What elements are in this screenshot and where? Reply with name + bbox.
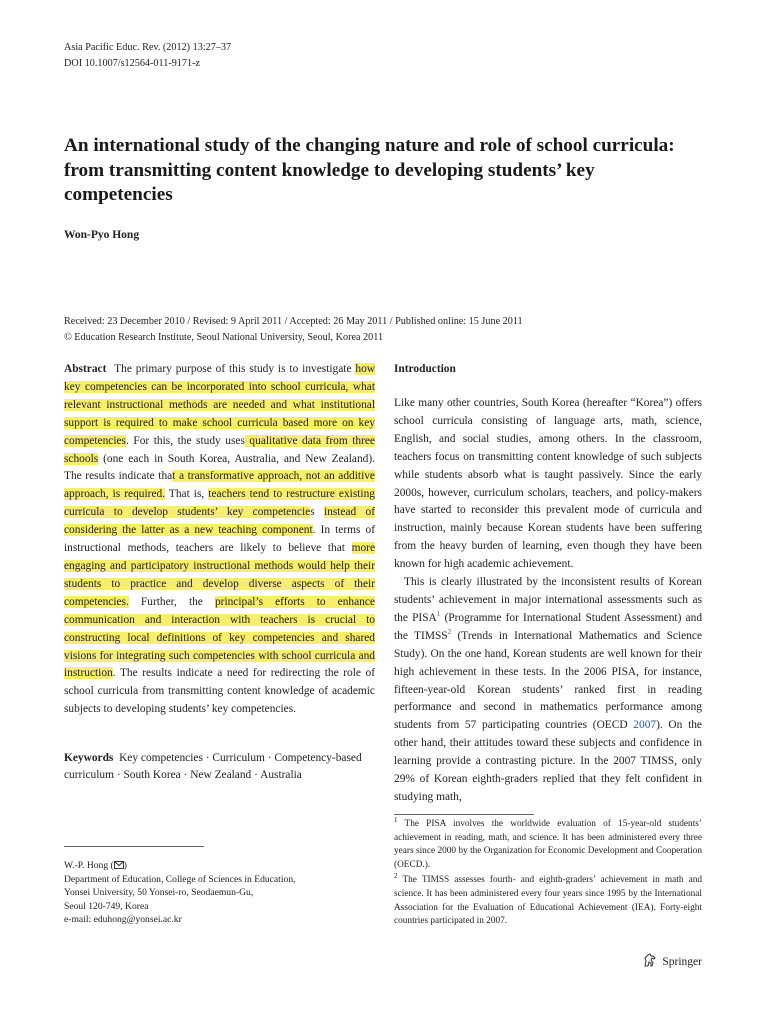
footnote-ref-1[interactable]: 1 [436, 610, 441, 619]
envelope-icon [114, 860, 124, 871]
publisher-logo [642, 952, 702, 971]
history-dates: Received: 23 December 2010 / Revised: 9 April 2011 / Accepted: 26 May 2011 / Published online: 15 June 2011 [64, 316, 523, 327]
abstract-label: Abstract [64, 363, 107, 375]
intro-paragraph-1: Like many other countries, South Korea (hereafter “Korea”) offers school curricula consisting of language arts, math, science, English, and social studies, among others. In the classroom, teachers focus on transmitting content knowledge of such subjects while students absorb what is taught passively. Since the early 2000s, however, curriculum scholars, teachers, and policy-makers have started to reconsider this prevalent mode of curricula and instruction, mainly because Korean students have been suffering from the heavy burden of learning, even though they have been known for high academic achievement. [394, 397, 702, 571]
keywords-label: Keywords [64, 752, 114, 764]
address-line-2: Yonsei University, 50 Yonsei-ro, Seodaemun-Gu, [64, 887, 254, 898]
footnote-divider-right [394, 814, 534, 815]
abstract-text: . The results indicate a need for redirecting the role of school curricula from transmitting content knowledge of academic subjects to developing students’ key competencies. [64, 667, 375, 716]
highlighted-text: more engaging and participatory instructional methods would help their students to practice and develop diverse aspects of their competencies. [64, 542, 375, 608]
author-address [64, 859, 375, 927]
abstract-text: (one each in South Korea, Australia, and New Zealand). The results indicate tha [64, 452, 375, 483]
doi: DOI 10.1007/s12564-011-9171-z [64, 57, 201, 69]
abstract-text: Further, the [128, 595, 215, 608]
highlighted-text: t a transformative approach, not an additive approach, is required. [64, 470, 375, 501]
abstract-text: . For this, the study uses [126, 434, 245, 447]
highlighted-text: teachers tend to restructure existing curricula to develop students’ key competencie [64, 488, 375, 519]
footnote-2: $^2$ The TIMSS assesses fourth- and eighth-graders’ achievement in math and science. It has been administered every four years since 1995 by the International Association for the Evaluation of Educational Achievement (IEA). Forty-eight countries participated in 2007. [394, 872, 702, 927]
springer-horse-icon [642, 952, 658, 971]
footnote-ref-2[interactable]: 2 [447, 627, 452, 636]
address-line-3: Seoul 120-749, Korea [64, 900, 149, 912]
article-title: An international study of the changing nature and role of school curricula: from transmitting content knowledge to developing students’ key competencies [64, 135, 675, 205]
abstract-text: The primary purpose of this study is to investigate [114, 363, 356, 375]
footnotes [394, 815, 702, 931]
correspondence-name: W.-P. Hong ( ) [64, 860, 127, 871]
address-line-1: Department of Education, College of Sciences in Education, [64, 873, 296, 885]
highlighted-text: how key competencies can be incorporated into school curricula, what relevant instructional methods are needed and what institutional support is required to make school curricula based more on key competencies [64, 363, 376, 447]
author-name: Won-Pyo Hong [64, 229, 140, 241]
publisher-name: Springer [662, 955, 702, 968]
article-dates [64, 314, 523, 345]
journal-citation: Asia Pacific Educ. Rev. (2012) 13:27–37 [64, 42, 232, 53]
abstract-text: s [310, 506, 324, 519]
keywords-list: Key competencies · Curriculum · Competency-based curriculum · South Korea · New Zealand · Australia [64, 752, 362, 781]
footnote-1: $^1$ The PISA involves the worldwide evaluation of 15-year-old students’ achievement in reading, math, and science. It has been administered every three years since 2000 by the Organization for Economic Development and Cooperation (OECD.). [394, 815, 702, 870]
footnote-divider-left [64, 846, 204, 847]
copyright: © Education Research Institute, Seoul National University, Seoul, Korea 2011 [64, 331, 384, 343]
abstract-paragraph [64, 361, 375, 719]
introduction-heading: Introduction [394, 363, 456, 375]
journal-header [64, 40, 231, 71]
highlighted-text: qualitative data from three schools [64, 434, 375, 465]
highlighted-text: instead of considering the latter as a new teaching component [64, 506, 376, 537]
highlighted-text: principal’s efforts to enhance communication and interaction with teachers is crucial to constructing local definitions of key competencies and shared visions for integrating such competencies with school curricula and instruction [64, 595, 375, 680]
address-email[interactable]: e-mail: eduhong@yonsei.ac.kr [64, 914, 182, 925]
intro-paragraph-2: This is clearly illustrated by the inconsistent results of Korean students’ achievement in major international assessments such as the PISA$^1$ (Programme for International Student Assessment) and the TIMSS$^2$ (Trends in International Mathematics and Science Study). On the one hand, Korean students are well known for their high achievement in these tests. In the 2006 PISA, for instance, fifteen-year-old Korean students’ ranked first in reading performance and second in mathematics performance among students from 57 participating countries (OECD 2007). On the other hand, their attitudes toward these subjects and confidence in learning provide a contrasting picture. In the 2007 TIMSS, only 29% of Korean eighth-graders replied that they felt confident in studying math, [394, 576, 703, 803]
abstract-text: That is, [165, 488, 209, 501]
introduction-section [394, 361, 702, 807]
abstract-text: . In terms of instructional methods, teachers are likely to believe that [64, 524, 375, 555]
abstract [64, 361, 375, 719]
citation-link[interactable]: 2007 [633, 719, 657, 732]
keywords [64, 750, 375, 783]
